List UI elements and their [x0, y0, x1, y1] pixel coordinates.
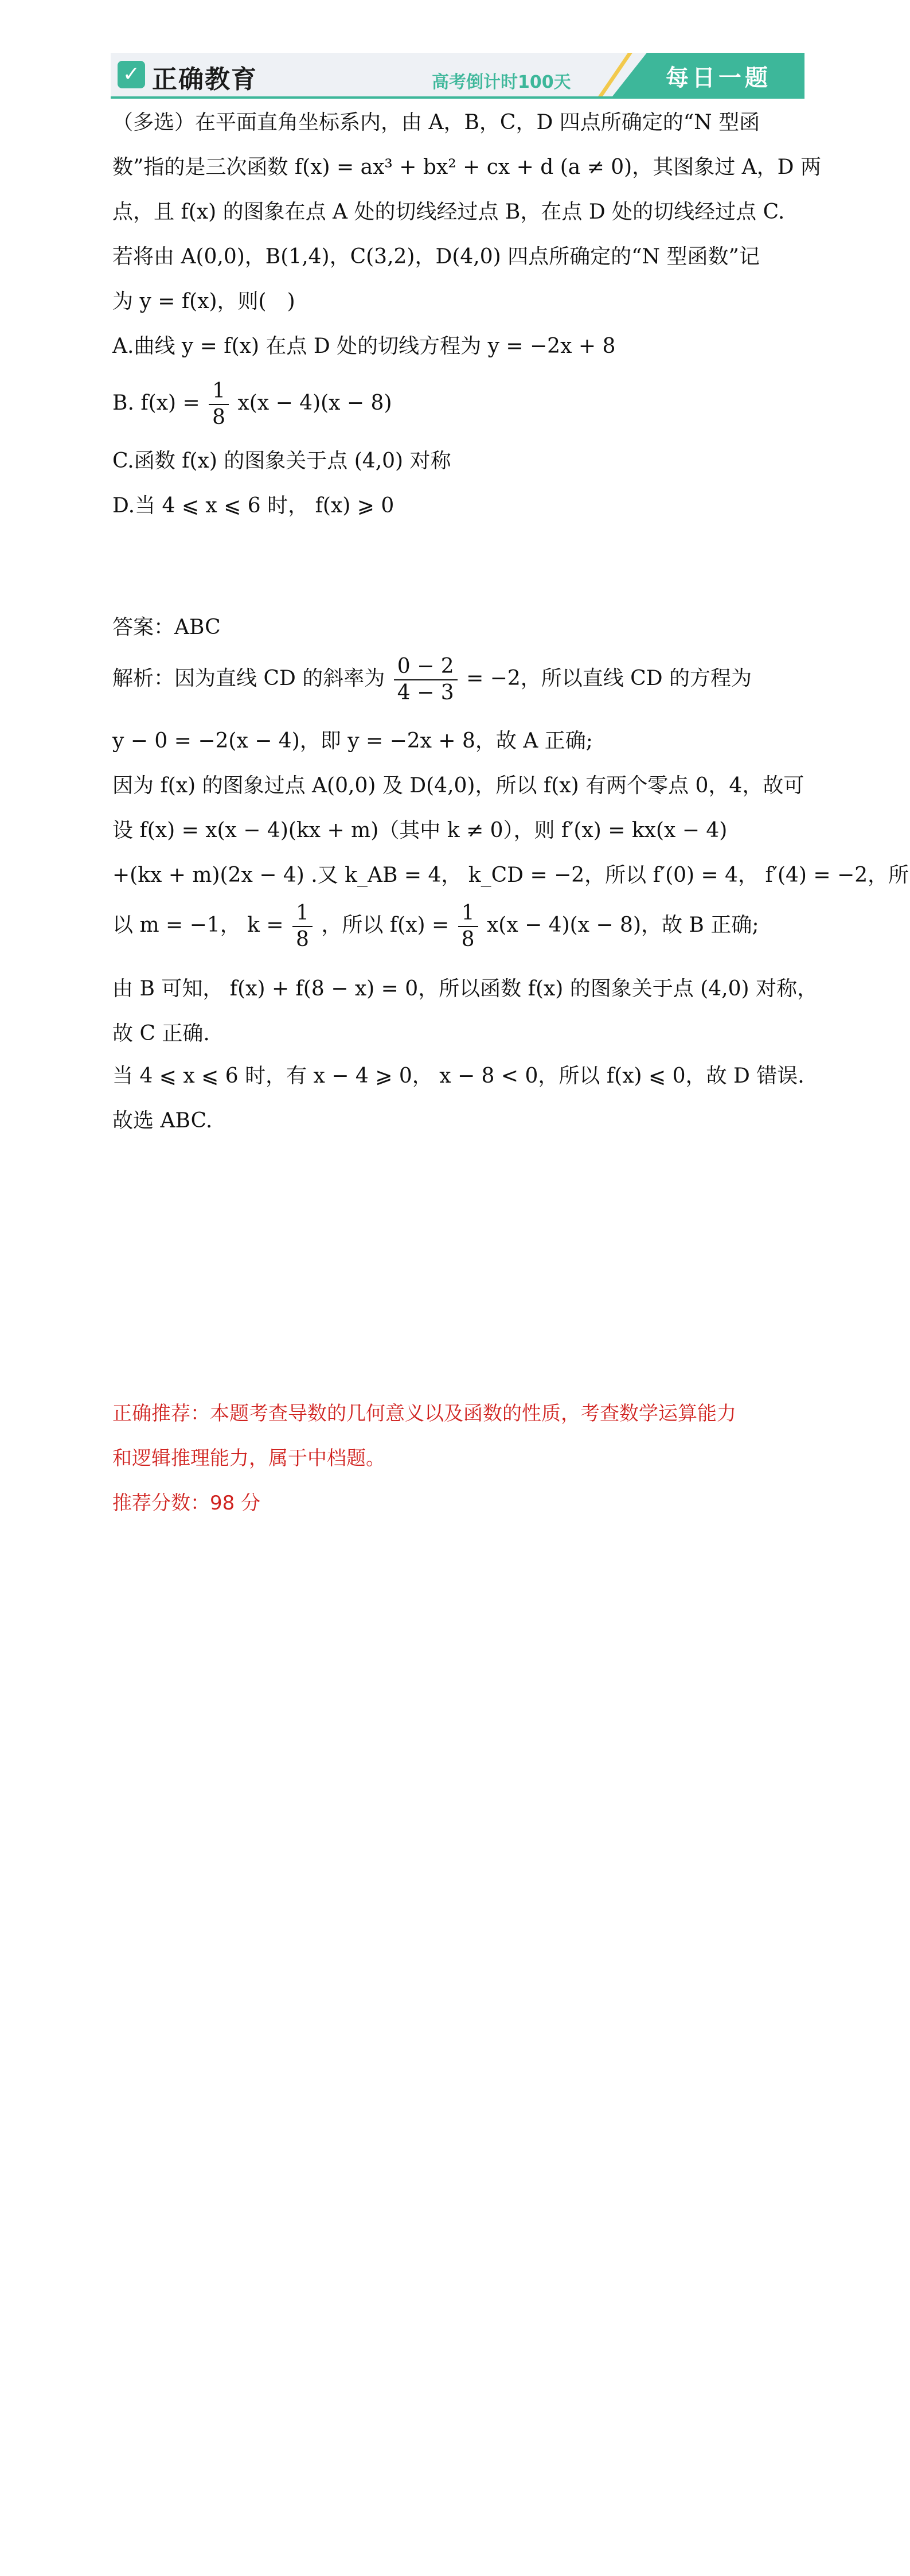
fraction-denominator: 8 — [212, 406, 226, 429]
solution-line-6-middle: ，所以 f(x) = — [321, 913, 450, 937]
recommend-score: 推荐分数：98 分 — [112, 1492, 261, 1515]
k-denominator: 8 — [296, 928, 309, 951]
fx-denominator: 8 — [461, 928, 475, 951]
slope-denominator: 4 − 3 — [397, 681, 454, 705]
solution-line-1 — [112, 654, 752, 706]
solution-line-1-suffix: = −2，所以直线 CD 的方程为 — [466, 667, 752, 690]
header-banner — [111, 53, 804, 99]
solution-line-10: 故选 ABC. — [112, 1109, 213, 1133]
recommend-line-1: 正确推荐：本题考查导数的几何意义以及函数的性质，考查数学运算能力 — [112, 1402, 736, 1425]
check-icon: ✓ — [118, 61, 145, 88]
solution-line-2: y − 0 = −2(x − 4)，即 y = −2x + 8，故 A 正确; — [112, 729, 593, 753]
question-line-1: （多选）在平面直角坐标系内，由 A，B，C，D 四点所确定的“N 型函 — [112, 111, 760, 134]
solution-line-3: 因为 f(x) 的图象过点 A(0,0) 及 D(4,0)，所以 f(x) 有两个零点 0，4，故可 — [112, 774, 804, 797]
question-line-3: 点，且 f(x) 的图象在点 A 处的切线经过点 B，在点 D 处的切线经过点 C. — [112, 200, 785, 224]
k-numerator: 1 — [292, 901, 313, 927]
question-line-5: 为 y = f(x)，则( ) — [112, 290, 295, 313]
brand-name: 正确教育 — [152, 65, 257, 94]
fx-numerator: 1 — [458, 901, 478, 927]
k-fraction — [292, 901, 313, 952]
solution-line-6-prefix: 以 m = −1， k = — [112, 913, 284, 937]
option-a: A.曲线 y = f(x) 在点 D 处的切线方程为 y = −2x + 8 — [112, 334, 616, 358]
solution-line-6-suffix: x(x − 4)(x − 8)，故 B 正确; — [486, 913, 759, 937]
option-b-prefix: B. f(x) = — [112, 391, 200, 415]
solution-line-1-prefix: 解析：因为直线 CD 的斜率为 — [112, 667, 385, 690]
solution-line-4: 设 f(x) = x(x − 4)(kx + m)（其中 k ≠ 0），则 f′(x) = kx(x − 4) — [112, 819, 728, 842]
option-d: D.当 4 ⩽ x ⩽ 6 时， f(x) ⩾ 0 — [112, 494, 395, 517]
solution-line-6 — [112, 901, 759, 952]
question-line-4: 若将由 A(0,0)，B(1,4)，C(3,2)，D(4,0) 四点所确定的“N 型函数”记 — [112, 245, 760, 269]
solution-line-9: 当 4 ⩽ x ⩽ 6 时，有 x − 4 ⩾ 0， x − 8 < 0，所以 f(x) ⩽ 0，故 D 错误. — [112, 1064, 804, 1088]
option-b — [112, 379, 392, 430]
solution-line-5: +(kx + m)(2x − 4) .又 k_AB = 4， k_CD = −2，所以 f′(0) = 4， f′(4) = −2，所 — [112, 863, 909, 887]
solution-line-8: 故 C 正确. — [112, 1022, 210, 1045]
slope-numerator: 0 − 2 — [394, 654, 458, 680]
recommend-line-2: 和逻辑推理能力，属于中档题。 — [112, 1447, 385, 1470]
fraction-one-eighth — [209, 379, 229, 430]
solution-line-7: 由 B 可知， f(x) + f(8 − x) = 0，所以函数 f(x) 的图象关于点 (4,0) 对称， — [112, 977, 818, 1001]
countdown-text: 高考倒计时100天 — [432, 72, 571, 92]
slope-fraction — [394, 654, 458, 706]
option-b-suffix: x(x − 4)(x − 8) — [237, 391, 392, 415]
fraction-numerator: 1 — [209, 379, 229, 405]
option-c: C.函数 f(x) 的图象关于点 (4,0) 对称 — [112, 449, 451, 473]
fx-fraction — [458, 901, 478, 952]
question-line-2: 数”指的是三次函数 f(x) = ax³ + bx² + cx + d (a ≠ 0)，其图象过 A，D 两 — [112, 155, 821, 179]
daily-question-label: 每日一题 — [666, 65, 771, 91]
answer-label: 答案：ABC — [112, 616, 221, 639]
